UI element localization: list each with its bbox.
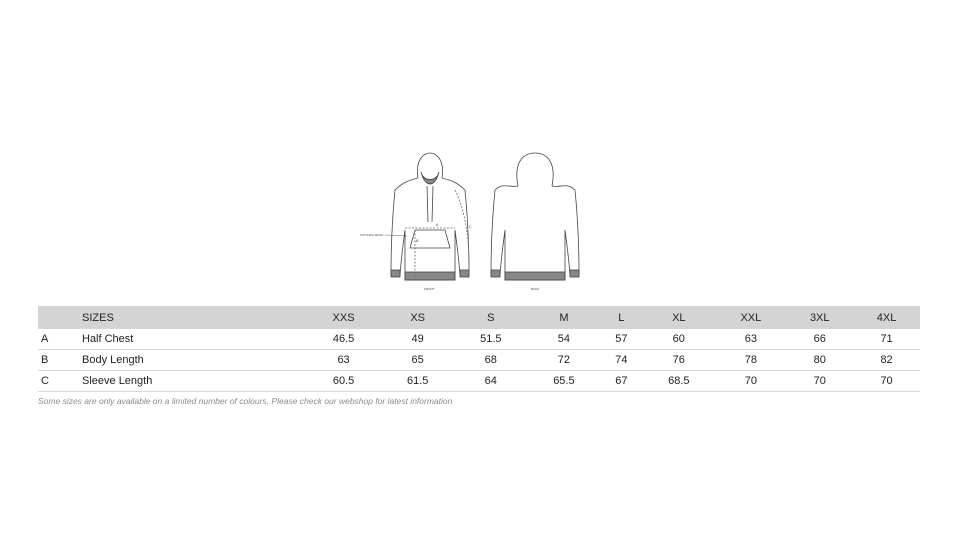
header-size: M (559, 311, 569, 324)
measure-cell: 72 (557, 354, 571, 366)
measure-cell: 80 (813, 354, 826, 366)
row-letter: B (41, 354, 49, 366)
header-size: XXS (332, 311, 355, 324)
measure-cell: 46.5 (332, 333, 355, 345)
row-letter: A (41, 333, 49, 345)
measure-cell: 51.5 (480, 333, 502, 345)
header-size: S (487, 311, 495, 324)
measure-cell: 70 (813, 375, 826, 387)
size-chart-table (38, 306, 920, 392)
hoodie-back (491, 153, 579, 280)
row-label: Sleeve Length (82, 375, 153, 387)
back-caption: BACK (531, 287, 540, 291)
table-row (38, 329, 920, 350)
header-size: 4XL (876, 311, 897, 324)
measure-cell: 60.5 (332, 375, 355, 387)
header-size: XXL (740, 311, 762, 324)
front-caption: FRONT (424, 287, 435, 291)
stitching-note: STITCHING DETAIL (360, 234, 384, 237)
measure-cell: 63 (744, 333, 757, 345)
measure-cell: 49 (411, 333, 424, 345)
label-b: B (416, 239, 419, 243)
hoodie-front (391, 153, 469, 280)
header-size: XL (672, 311, 686, 324)
measure-cell: 54 (557, 333, 571, 345)
measure-cell: 70 (744, 375, 757, 387)
measure-cell: 82 (880, 354, 893, 366)
row-label: Half Chest (82, 333, 134, 345)
label-a: A (436, 223, 439, 227)
measure-cell: 66 (813, 333, 826, 345)
measure-cell: 67 (615, 375, 628, 387)
row-letter: C (41, 375, 49, 387)
measure-cell: 74 (615, 354, 628, 366)
measure-cell: 70 (880, 375, 893, 387)
hoodie-diagram (355, 150, 595, 295)
header-sizes-label: SIZES (82, 311, 114, 324)
measure-cell: 65 (411, 354, 424, 366)
measure-cell: 65.5 (553, 375, 575, 387)
measure-cell: 71 (880, 333, 893, 345)
table-row (38, 371, 920, 392)
measure-cell: 63 (337, 354, 350, 366)
hoodie-illustration (355, 150, 595, 295)
measure-cell: 60 (672, 333, 685, 345)
measure-cell: 61.5 (406, 375, 429, 387)
header-letter (38, 306, 82, 329)
header-size: L (618, 311, 625, 324)
table-row (38, 350, 920, 371)
measure-cell: 64 (484, 375, 497, 387)
measure-cell: 68 (484, 354, 497, 366)
label-c: C (469, 225, 472, 229)
stitching-leader (385, 235, 407, 236)
availability-note: Some sizes are only available on a limited number of colours. Please check our webshop for latest information (38, 396, 453, 406)
header-size: XS (410, 311, 426, 324)
size-header-row (38, 306, 920, 329)
measure-cell: 68.5 (668, 375, 690, 387)
row-label: Body Length (82, 354, 144, 366)
measure-cell: 57 (615, 333, 628, 345)
measure-cell: 78 (744, 354, 757, 366)
measure-cell: 76 (672, 354, 685, 366)
header-size: 3XL (809, 311, 830, 324)
